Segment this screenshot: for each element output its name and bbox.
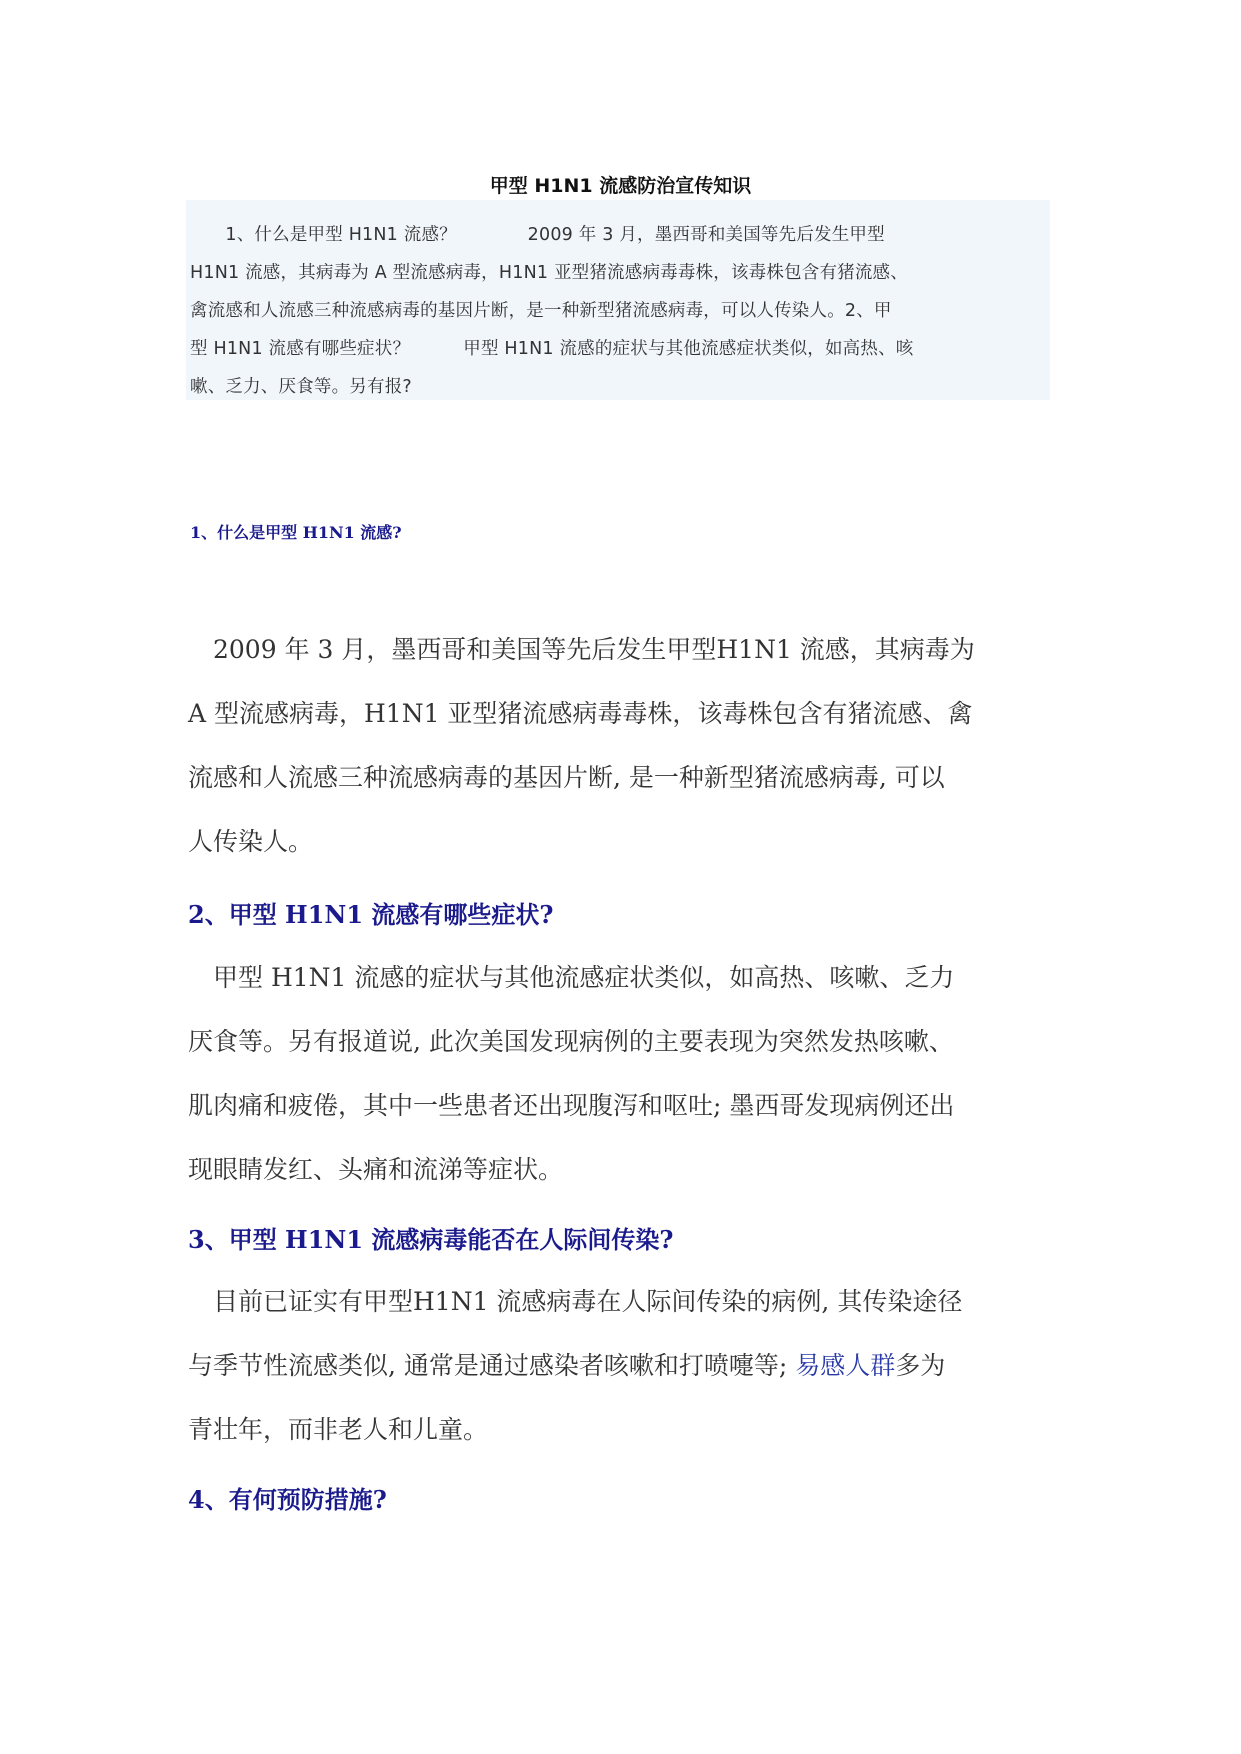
summary-line: H1N1 流感，其病毒为 A 型流感病毒，H1N1 亚型猪流感病毒毒株，该毒株包含有猪流感、 bbox=[190, 263, 908, 283]
q3-answer-line: 青壮年，而非老人和儿童。 bbox=[188, 1415, 489, 1444]
q2-answer-line: 现眼睛发红、头痛和流涕等症状。 bbox=[188, 1155, 564, 1184]
page-title: 甲型 H1N1 流感防治宣传知识 bbox=[489, 175, 752, 197]
q1-answer-line: A 型流感病毒，H1N1 亚型猪流感病毒毒株，该毒株包含有猪流感、禽 bbox=[188, 699, 973, 728]
summary-line: 型 H1N1 流感有哪些症状？ 甲型 H1N1 流感的症状与其他流感症状类似，如高热、咳 bbox=[190, 339, 914, 359]
q3-heading: 3、甲型 H1N1 流感病毒能否在人际间传染? bbox=[188, 1225, 674, 1254]
summary-line: 禽流感和人流感三种流感病毒的基因片断，是一种新型猪流感病毒，可以人传染人。2、甲 bbox=[190, 301, 892, 321]
q1-answer bbox=[188, 618, 1068, 874]
summary-line: 1、什么是甲型 H1N1 流感？ 2009 年 3 月，墨西哥和美国等先后发生甲型 bbox=[190, 225, 885, 245]
q1-answer-line: 2009 年 3 月，墨西哥和美国等先后发生甲型H1N1 流感，其病毒为 bbox=[188, 635, 975, 664]
q3-answer bbox=[188, 1270, 1068, 1462]
summary-box bbox=[186, 200, 1050, 400]
q4-heading: 4、有何预防措施? bbox=[188, 1485, 387, 1514]
q3-answer-text: 多为 bbox=[895, 1351, 946, 1380]
q3-answer-text: 与季节性流感类似, 通常是通过感染者咳嗽和打喷嚏等; bbox=[188, 1351, 796, 1380]
q3-answer-line: 目前已证实有甲型H1N1 流感病毒在人际间传染的病例, 其传染途径 bbox=[188, 1287, 963, 1316]
q1-answer-line: 人传染人。 bbox=[188, 827, 314, 856]
summary-line: 嗽、乏力、厌食等。另有报? bbox=[190, 377, 412, 397]
q2-answer-line: 厌食等。另有报道说, 此次美国发现病例的主要表现为突然发热咳嗽、 bbox=[188, 1027, 954, 1056]
q2-answer-line: 肌肉痛和疲倦，其中一些患者还出现腹泻和呕吐; 墨西哥发现病例还出 bbox=[188, 1091, 955, 1120]
q1-answer-line: 流感和人流感三种流感病毒的基因片断, 是一种新型猪流感病毒, 可以 bbox=[188, 763, 945, 792]
q3-answer-line bbox=[188, 1334, 1068, 1398]
q2-heading: 2、甲型 H1N1 流感有哪些症状? bbox=[188, 900, 554, 929]
q2-answer-line: 甲型 H1N1 流感的症状与其他流感症状类似，如高热、咳嗽、乏力 bbox=[188, 963, 955, 992]
susceptible-group-link[interactable]: 易感人群 bbox=[795, 1351, 896, 1380]
q2-answer bbox=[188, 946, 1068, 1202]
q1-heading: 1、什么是甲型 H1N1 流感? bbox=[190, 523, 402, 542]
